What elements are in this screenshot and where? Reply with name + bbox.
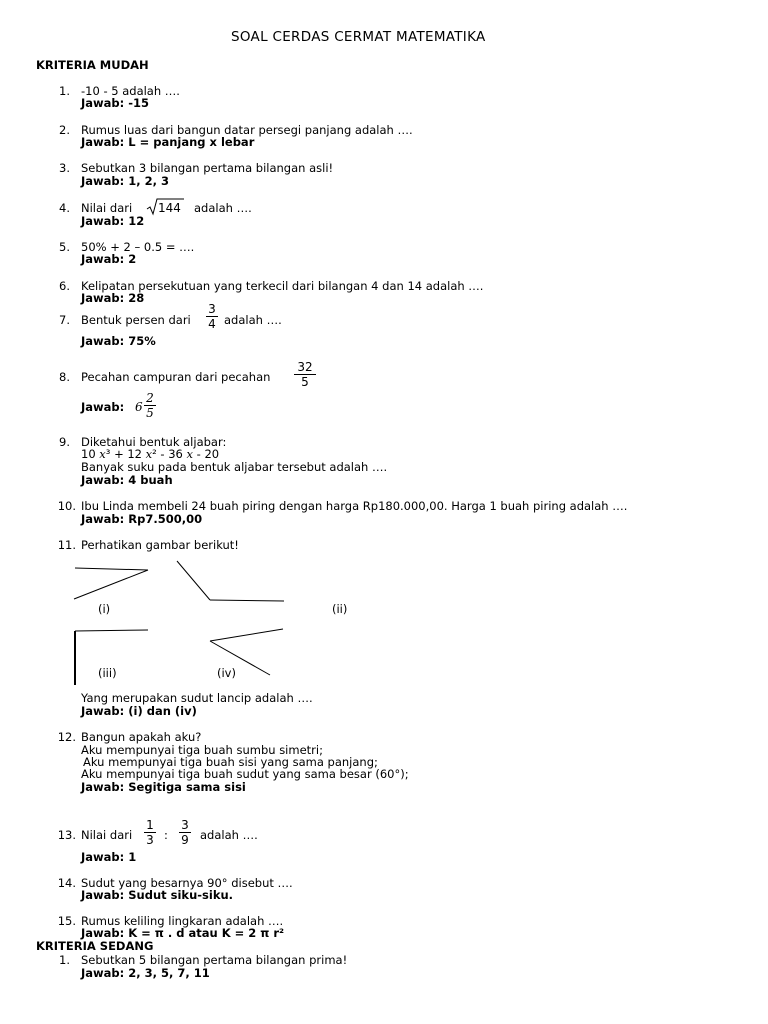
fraction-denominator: 5 — [146, 406, 154, 420]
angle-figures — [60, 555, 300, 685]
question-text: Nilai dari — [81, 828, 133, 842]
question-number: 3. — [59, 161, 70, 175]
fraction-numerator: 3 — [181, 818, 189, 832]
question-text: Sudut yang besarnya 90° disebut …. — [81, 876, 293, 890]
page-title: SOAL CERDAS CERMAT MATEMATIKA — [231, 29, 486, 45]
answer-text: Jawab: 2, 3, 5, 7, 11 — [81, 966, 210, 980]
radicand: 144 — [158, 201, 181, 215]
question-number: 6. — [59, 279, 70, 293]
question-number: 12. — [57, 730, 76, 744]
question-number: 11. — [57, 538, 76, 552]
question-number: 7. — [59, 313, 70, 327]
question-text: Rumus keliling lingkaran adalah …. — [81, 914, 284, 928]
answer-label: Jawab: — [81, 400, 125, 414]
question-number: 1. — [59, 84, 70, 98]
answer-text: Jawab: 1 — [81, 850, 137, 864]
expr-variable: x — [186, 447, 194, 461]
fraction — [144, 392, 156, 419]
question-text: Ibu Linda membeli 24 buah piring dengan harga Rp180.000,00. Harga 1 buah piring adalah …. — [81, 499, 628, 513]
question-number: 5. — [59, 240, 70, 254]
fraction-numerator: 3 — [208, 302, 216, 316]
clue-line: Aku mempunyai tiga buah sudut yang sama besar (60°); — [81, 767, 409, 781]
fraction — [206, 303, 218, 330]
angle-ii — [177, 561, 284, 601]
answer-text: Jawab: -15 — [81, 96, 150, 110]
fraction-denominator: 4 — [208, 317, 216, 331]
expr-part: ³ + 12 — [105, 447, 142, 461]
question-text: Pecahan campuran dari pecahan — [81, 370, 271, 384]
expr-part: ² - 36 — [152, 447, 183, 461]
clue-line: Aku mempunyai tiga buah sumbu simetri; — [81, 743, 323, 757]
section-heading-easy: KRITERIA MUDAH — [36, 58, 149, 72]
fraction — [179, 819, 191, 846]
answer-text: Jawab: 28 — [81, 291, 145, 305]
question-text: Kelipatan persekutuan yang terkecil dari bilangan 4 dan 14 adalah …. — [81, 279, 484, 293]
question-text: Sebutkan 3 bilangan pertama bilangan asli! — [81, 161, 334, 175]
answer-text: Jawab: Rp7.500,00 — [81, 512, 203, 526]
question-number: 15. — [57, 914, 76, 928]
answer-text: Jawab: 12 — [81, 214, 145, 228]
question-text: Sebutkan 5 bilangan pertama bilangan prima! — [81, 953, 348, 967]
fraction-numerator: 1 — [146, 818, 154, 832]
question-number: 9. — [59, 435, 70, 449]
question-number: 1. — [59, 953, 70, 967]
answer-text: Jawab: Sudut siku-siku. — [81, 888, 234, 902]
question-text: Nilai dari — [81, 201, 133, 215]
question-number: 8. — [59, 370, 70, 384]
expr-part: 10 — [81, 447, 96, 461]
question-text: Yang merupakan sudut lancip adalah …. — [81, 691, 313, 705]
question-text: Bentuk persen dari — [81, 313, 191, 327]
fraction-denominator: 9 — [181, 833, 189, 847]
question-text: Rumus luas dari bangun datar persegi panjang adalah …. — [81, 123, 413, 137]
clue-line: Aku mempunyai tiga buah sisi yang sama panjang; — [83, 755, 378, 769]
question-text: Banyak suku pada bentuk aljabar tersebut adalah …. — [81, 460, 388, 474]
answer-text: Jawab: 2 — [81, 252, 137, 266]
section-heading-medium: KRITERIA SEDANG — [36, 939, 154, 953]
angle-i — [74, 568, 148, 599]
answer-text: Jawab: K = π . d atau K = 2 π r² — [81, 926, 285, 940]
figure-label: (iv) — [217, 666, 236, 680]
expr-part: - 20 — [193, 447, 220, 461]
question-number: 4. — [59, 201, 70, 215]
question-text: Perhatikan gambar berikut! — [81, 538, 239, 552]
fraction — [294, 361, 316, 388]
question-text: 50% + 2 – 0.5 = …. — [81, 240, 195, 254]
question-text: adalah …. — [194, 201, 252, 215]
fraction-numerator: 32 — [297, 360, 313, 374]
answer-text: Jawab: L = panjang x lebar — [81, 135, 255, 149]
division-colon: : — [164, 828, 168, 842]
expr-variable: x — [145, 447, 153, 461]
answer-text: Jawab: 4 buah — [81, 473, 173, 487]
question-number: 13. — [57, 828, 76, 842]
question-text: adalah …. — [200, 828, 258, 842]
question-text: -10 - 5 adalah …. — [81, 84, 180, 98]
fraction-denominator: 3 — [146, 833, 154, 847]
expr-variable: x — [99, 447, 106, 461]
fraction-denominator: 5 — [301, 375, 309, 389]
question-number: 10. — [57, 499, 76, 513]
question-text: Diketahui bentuk aljabar: — [81, 435, 227, 449]
fraction — [144, 819, 156, 846]
question-text: adalah …. — [224, 313, 282, 327]
fraction-numerator: 2 — [146, 391, 154, 405]
question-number: 14. — [57, 876, 76, 890]
answer-text: Jawab: 75% — [81, 334, 156, 348]
answer-text: Jawab: (i) dan (iv) — [81, 704, 197, 718]
answer-text: Jawab: 1, 2, 3 — [81, 174, 170, 188]
figure-label: (ii) — [332, 602, 348, 616]
question-text: Bangun apakah aku? — [81, 730, 202, 744]
mixed-number-whole: 6 — [135, 400, 143, 414]
question-number: 2. — [59, 123, 70, 137]
answer-text: Jawab: Segitiga sama sisi — [81, 780, 246, 794]
figure-label: (iii) — [98, 666, 117, 680]
figure-label: (i) — [98, 602, 111, 616]
